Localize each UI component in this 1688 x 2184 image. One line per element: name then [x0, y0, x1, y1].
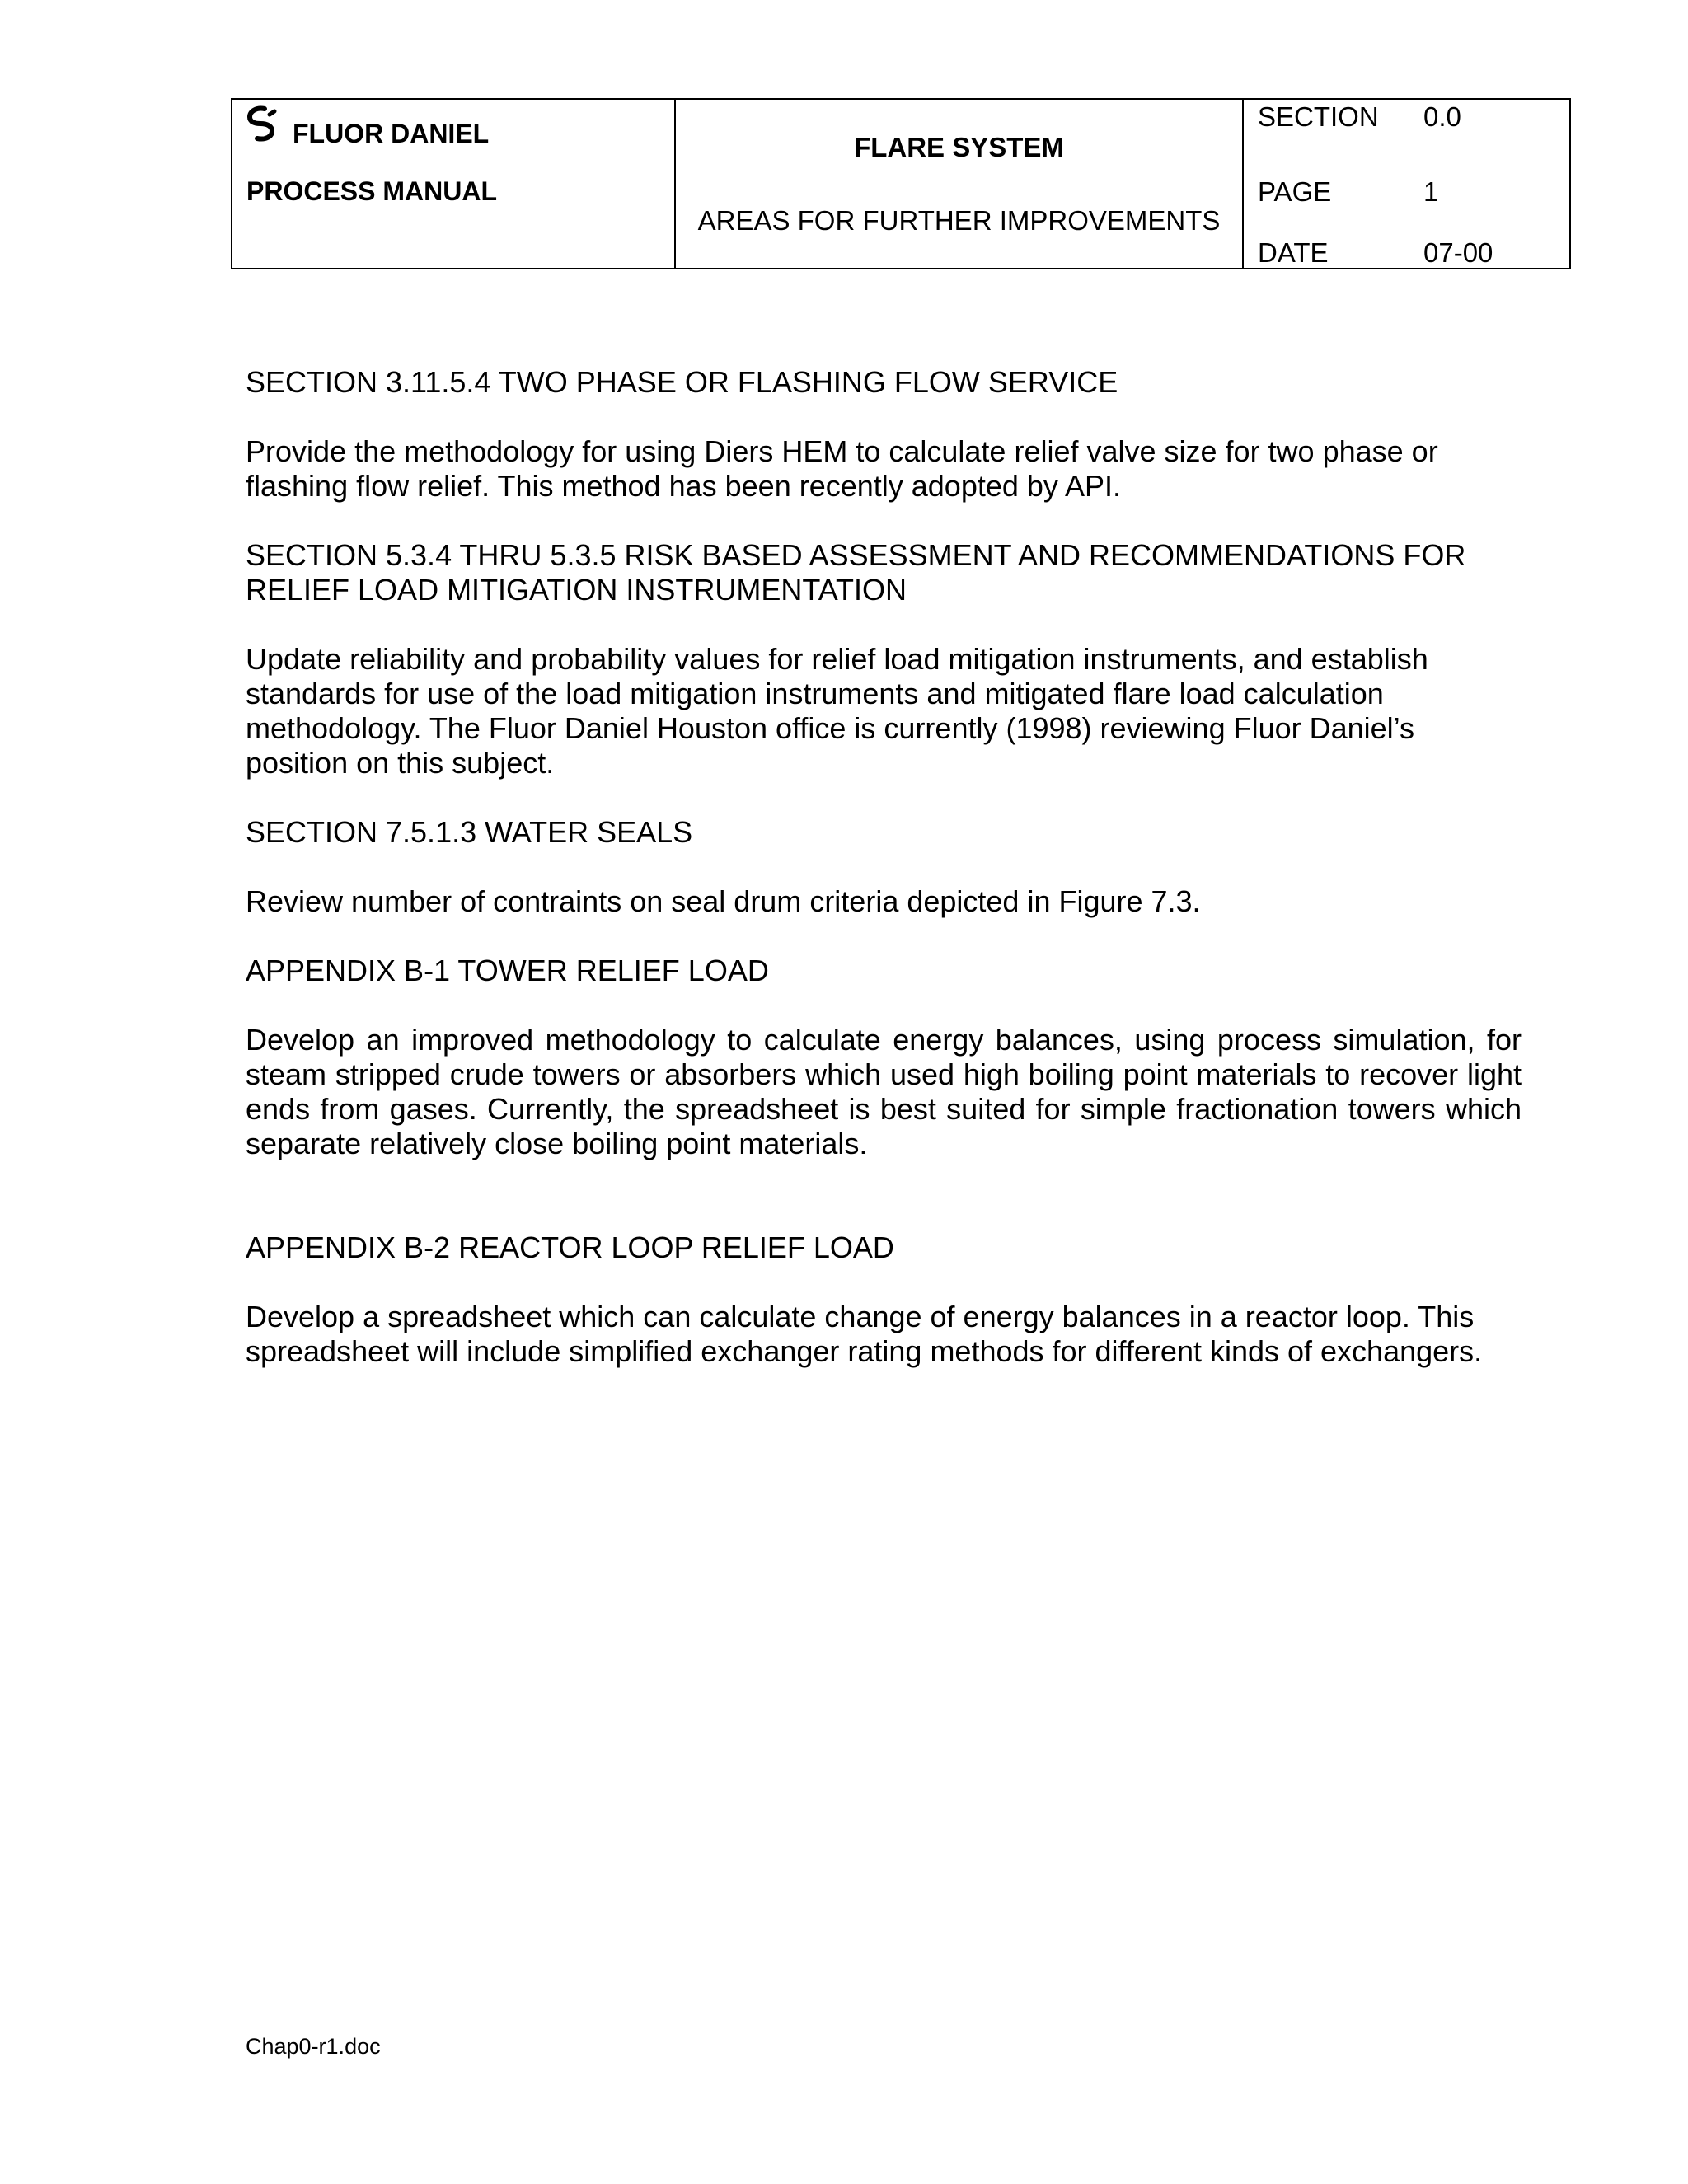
section-heading: SECTION 5.3.4 THRU 5.3.5 RISK BASED ASSESSMENT AND RECOMMENDATIONS FOR RELIEF LOAD MITIGATION INSTRUMENTATION	[246, 538, 1466, 607]
section-paragraph: Develop an improved methodology to calculate energy balances, using process simulation, for steam stripped crude towers or absorbers which used high boiling point materials to recover light ends from gases. Currently, the spreadsheet is best suited for simple fractionation towers which separate relatively close boiling point materials.	[246, 1023, 1522, 1160]
section-heading: SECTION 7.5.1.3 WATER SEALS	[246, 815, 693, 849]
document-title: FLARE SYSTEM	[854, 132, 1064, 162]
manual-name: PROCESS MANUAL	[246, 176, 498, 206]
section-heading: SECTION 3.11.5.4 TWO PHASE OR FLASHING FLOW SERVICE	[246, 365, 1118, 399]
header-title-cell	[676, 100, 1244, 268]
section-heading: APPENDIX B-2 REACTOR LOOP RELIEF LOAD	[246, 1230, 894, 1264]
section-value: 0.0	[1423, 101, 1461, 132]
header-meta-cell	[1244, 100, 1569, 268]
date-value: 07-00	[1423, 237, 1493, 268]
section-heading: APPENDIX B-1 TOWER RELIEF LOAD	[246, 954, 769, 987]
fluor-daniel-logo-icon	[245, 105, 278, 143]
section-paragraph: Develop a spreadsheet which can calculate change of energy balances in a reactor loop. This spreadsheet will include simplified exchanger rating methods for different kinds of exchangers.	[246, 1300, 1483, 1368]
page-meta-row	[1258, 176, 1438, 208]
section-meta-row	[1258, 101, 1461, 133]
section-paragraph: Review number of contraints on seal drum criteria depicted in Figure 7.3.	[246, 884, 1201, 918]
section-label: SECTION	[1258, 101, 1379, 132]
document-subtitle: AREAS FOR FURTHER IMPROVEMENTS	[697, 205, 1221, 236]
company-name: FLUOR DANIEL	[293, 118, 490, 148]
date-label: DATE	[1258, 237, 1329, 268]
section-paragraph: Provide the methodology for using Diers HEM to calculate relief valve size for two phase or flashing flow relief. This method has been recently adopted by API.	[246, 434, 1438, 503]
document-body	[246, 365, 1522, 1404]
date-meta-row	[1258, 237, 1493, 269]
page-label: PAGE	[1258, 176, 1332, 207]
footer-filename: Chap0-r1.doc	[246, 2034, 381, 2059]
section-paragraph: Update reliability and probability values for relief load mitigation instruments, and establish standards for use of the load mitigation instruments and mitigated flare load calculation methodology. The Fluor Daniel Houston office is currently (1998) reviewing Fluor Daniel’s position on this subject.	[246, 642, 1428, 780]
page-value: 1	[1423, 176, 1439, 207]
document-header-table	[231, 98, 1571, 269]
header-company-cell	[232, 100, 676, 268]
company-brand	[245, 105, 490, 148]
